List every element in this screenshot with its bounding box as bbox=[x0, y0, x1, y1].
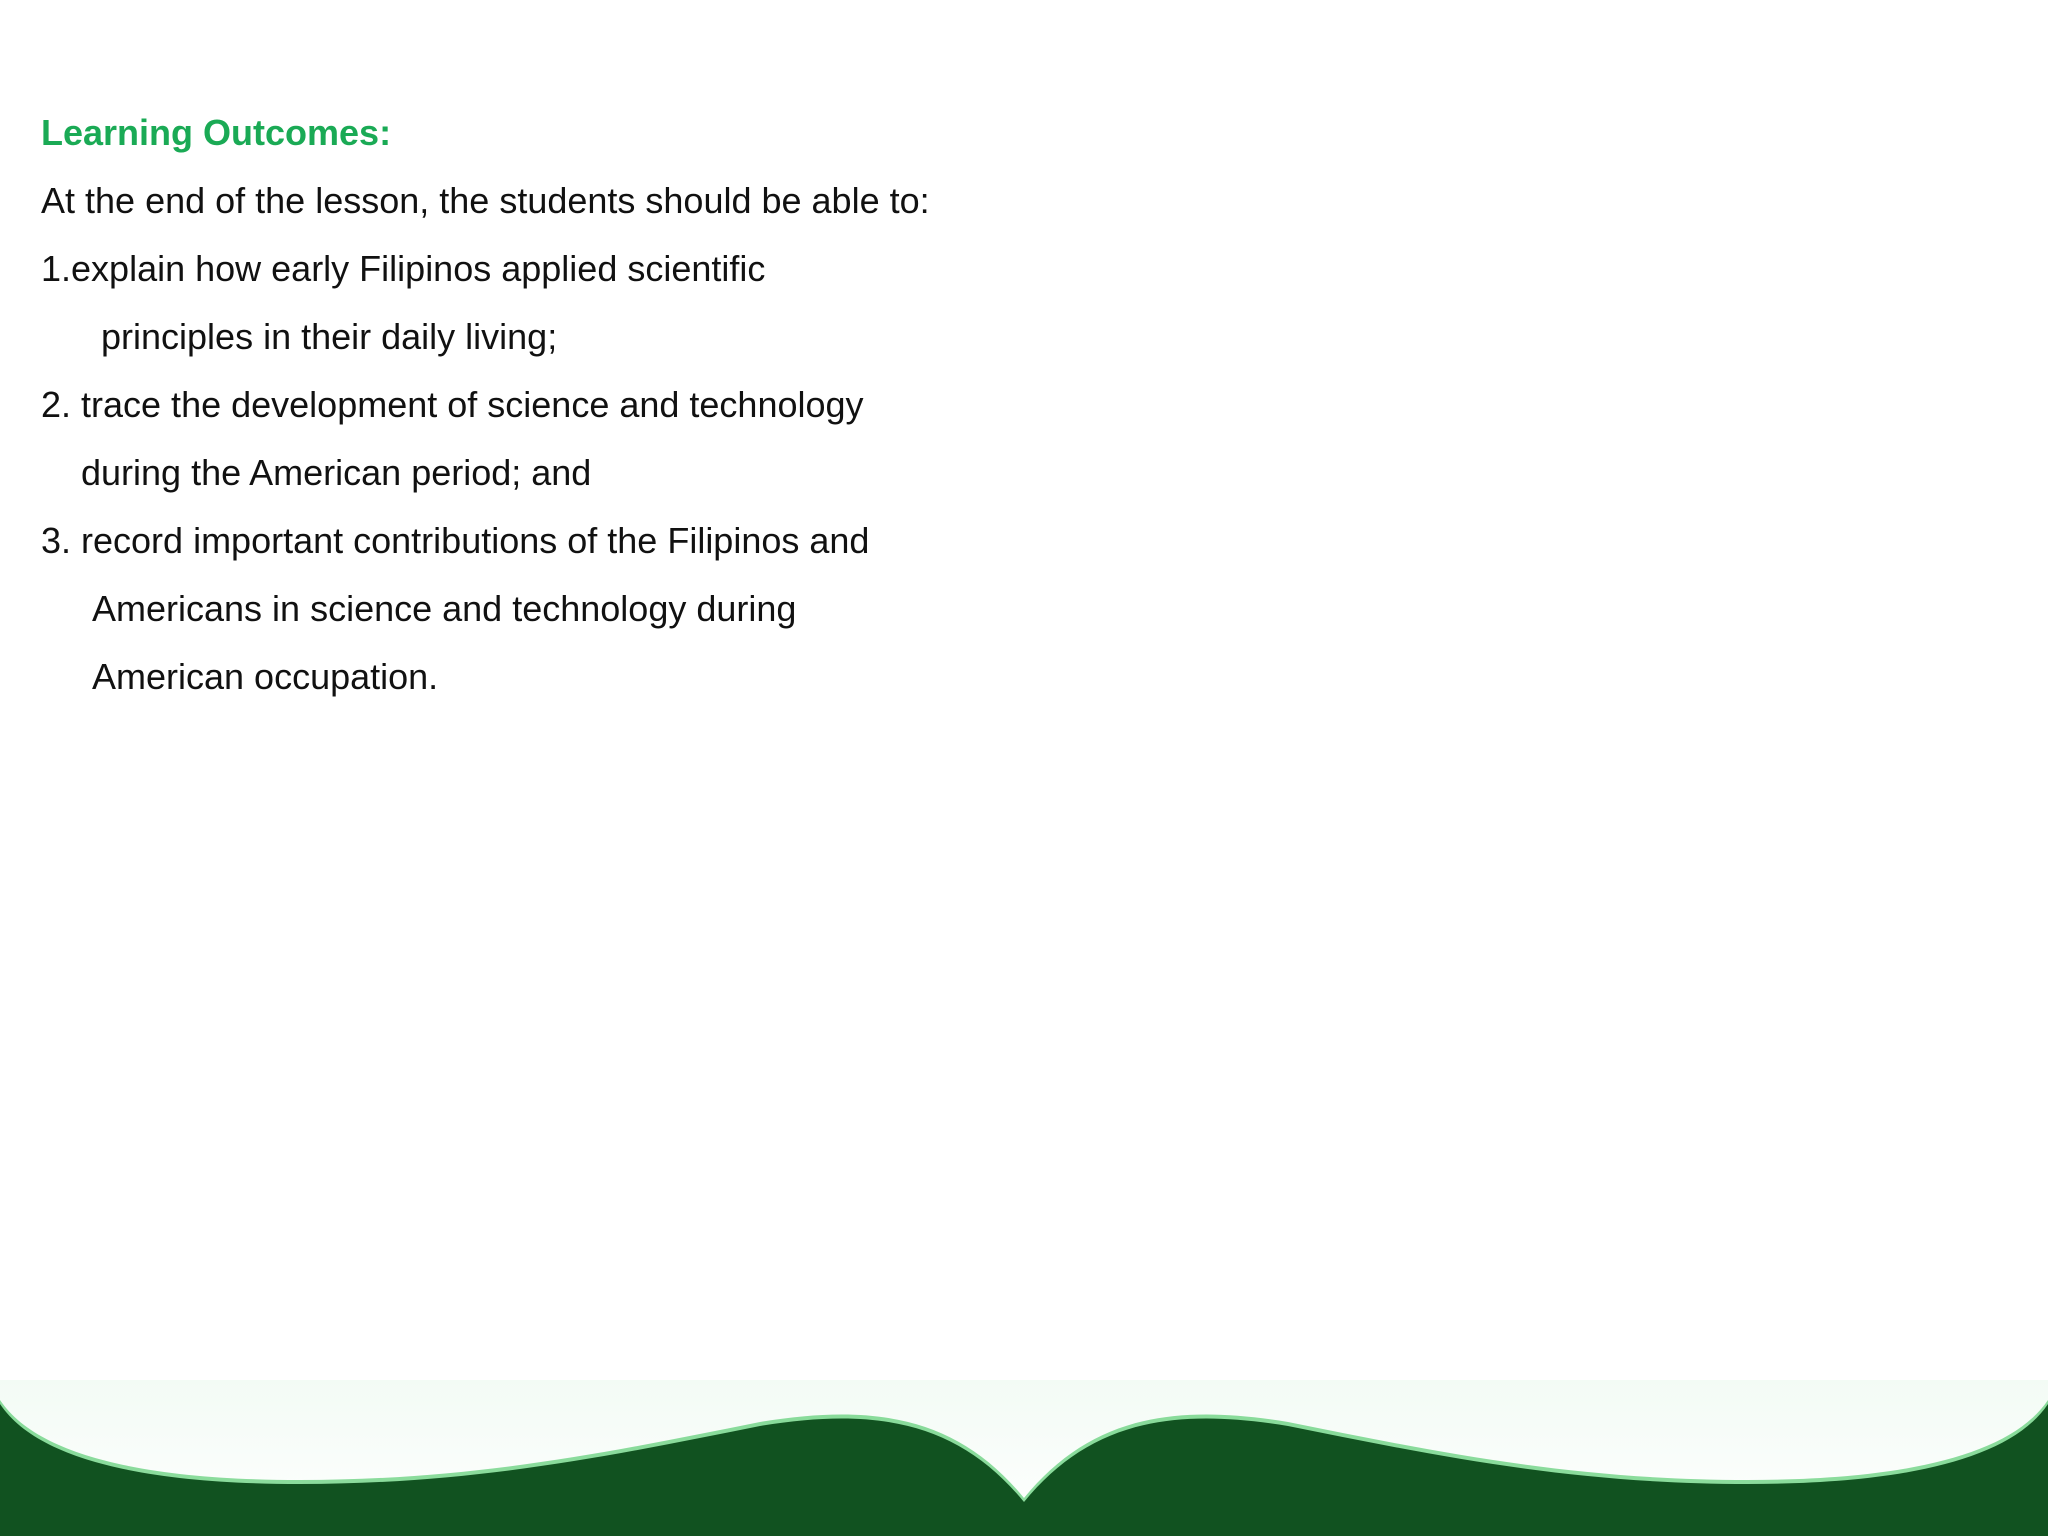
outcome-3-line-1: 3. record important contributions of the Filipinos and bbox=[41, 520, 870, 561]
outcome-2-line-1: 2. trace the development of science and technology bbox=[41, 384, 864, 425]
outcome-3-line-2: Americans in science and technology during bbox=[92, 588, 797, 629]
outcome-3-line-3: American occupation. bbox=[92, 656, 439, 697]
outcome-1-line-1: 1.explain how early Filipinos applied scientific bbox=[41, 248, 766, 289]
learning-outcomes-heading: Learning Outcomes: bbox=[41, 112, 392, 153]
outcome-1-line-2: principles in their daily living; bbox=[101, 316, 558, 357]
footer-wave-decoration bbox=[0, 1380, 2048, 1536]
outcome-2-line-2: during the American period; and bbox=[81, 452, 592, 493]
intro-text: At the end of the lesson, the students should be able to: bbox=[41, 180, 930, 221]
